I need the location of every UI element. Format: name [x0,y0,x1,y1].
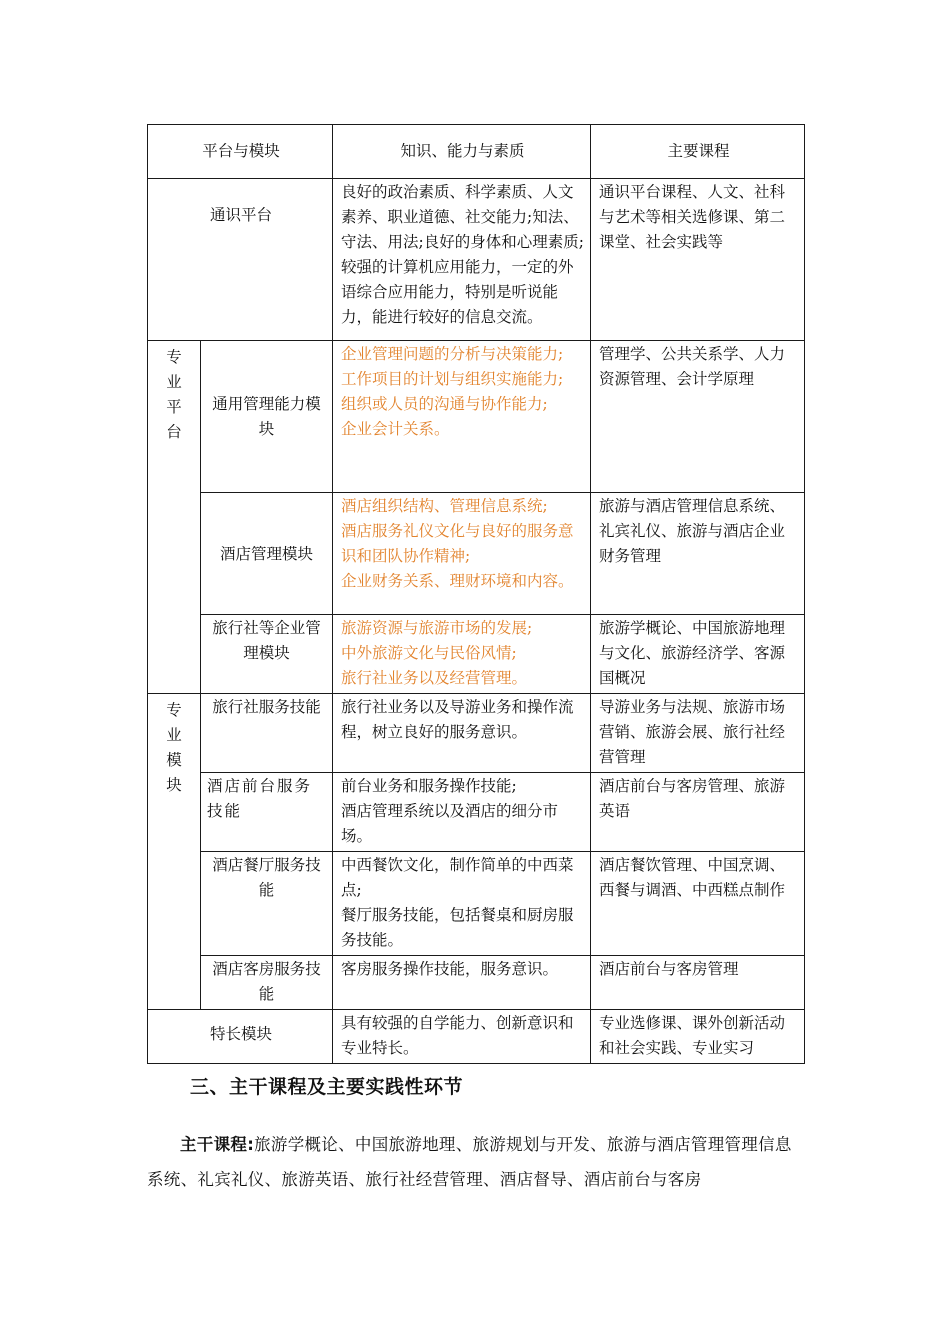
main-courses-label: 主干课程: [180,1135,255,1154]
table-row [148,694,805,773]
table-row [148,493,805,615]
professional-module-label: 专 业 模 块 [148,694,201,1010]
courses-cell: 酒店前台与客房管理、旅游英语 [591,773,805,852]
main-courses-paragraph [147,1127,807,1197]
knowledge-cell: 旅游资源与旅游市场的发展; 中外旅游文化与民俗风情; 旅行社业务以及经营管理。 [333,615,591,694]
knowledge-cell: 酒店组织结构、管理信息系统; 酒店服务礼仪文化与良好的服务意识和团队协作精神; 企业财务关系、理财环境和内容。 [333,493,591,615]
general-courses-cell: 通识平台课程、人文、社科与艺术等相关选修课、第二课堂、社会实践等 [591,179,805,341]
general-platform-cell: 通识平台 [148,179,333,341]
table-row-specialty [148,1010,805,1064]
knowledge-cell: 客房服务操作技能，服务意识。 [333,956,591,1010]
general-knowledge-cell: 良好的政治素质、科学素质、人文素养、职业道德、社交能力;知法、守法、用法;良好的身体和心理素质;较强的计算机应用能力，一定的外语综合应用能力，特别是听说能力，能进行较好的信息交流。 [333,179,591,341]
specialty-courses-cell: 专业选修课、课外创新活动和社会实践、专业实习 [591,1010,805,1064]
specialty-knowledge-cell: 具有较强的自学能力、创新意识和专业特长。 [333,1010,591,1064]
table-header-row [148,125,805,179]
module-cell: 酒店前台服务技能 [201,773,333,852]
knowledge-cell: 前台业务和服务操作技能; 酒店管理系统以及酒店的细分市场。 [333,773,591,852]
table-row [148,341,805,493]
table-row [148,852,805,956]
module-cell: 酒店管理模块 [201,493,333,615]
courses-cell: 酒店前台与客房管理 [591,956,805,1010]
header-knowledge: 知识、能力与素质 [333,125,591,179]
knowledge-cell: 旅行社业务以及导游业务和操作流程，树立良好的服务意识。 [333,694,591,773]
module-cell: 酒店客房服务技能 [201,956,333,1010]
module-cell: 旅行社等企业管理模块 [201,615,333,694]
specialty-platform-cell: 特长模块 [148,1010,333,1064]
section-title: 三、主干课程及主要实践性环节 [190,1076,464,1098]
curriculum-table [147,124,805,1064]
professional-platform-label: 专 业 平 台 [148,341,201,694]
table-row-general [148,179,805,341]
main-courses-text: 旅游学概论、中国旅游地理、旅游规划与开发、旅游与酒店管理管理信息系统、礼宾礼仪、旅游英语、旅行社经营管理、酒店督导、酒店前台与客房 [147,1135,792,1189]
header-courses: 主要课程 [591,125,805,179]
courses-cell: 导游业务与法规、旅游市场营销、旅游会展、旅行社经营管理 [591,694,805,773]
module-cell: 酒店餐厅服务技能 [201,852,333,956]
knowledge-cell: 企业管理问题的分析与决策能力; 工作项目的计划与组织实施能力; 组织或人员的沟通与协作能力; 企业会计关系。 [333,341,591,493]
header-platform-module: 平台与模块 [148,125,333,179]
knowledge-cell: 中西餐饮文化，制作简单的中西菜点; 餐厅服务技能，包括餐桌和厨房服务技能。 [333,852,591,956]
table-row [148,773,805,852]
courses-cell: 旅游学概论、中国旅游地理与文化、旅游经济学、客源国概况 [591,615,805,694]
table-row [148,956,805,1010]
module-cell: 通用管理能力模块 [201,341,333,493]
table-row [148,615,805,694]
courses-cell: 酒店餐饮管理、中国烹调、西餐与调酒、中西糕点制作 [591,852,805,956]
module-cell: 旅行社服务技能 [201,694,333,773]
courses-cell: 旅游与酒店管理信息系统、礼宾礼仪、旅游与酒店企业财务管理 [591,493,805,615]
courses-cell: 管理学、公共关系学、人力资源管理、会计学原理 [591,341,805,493]
